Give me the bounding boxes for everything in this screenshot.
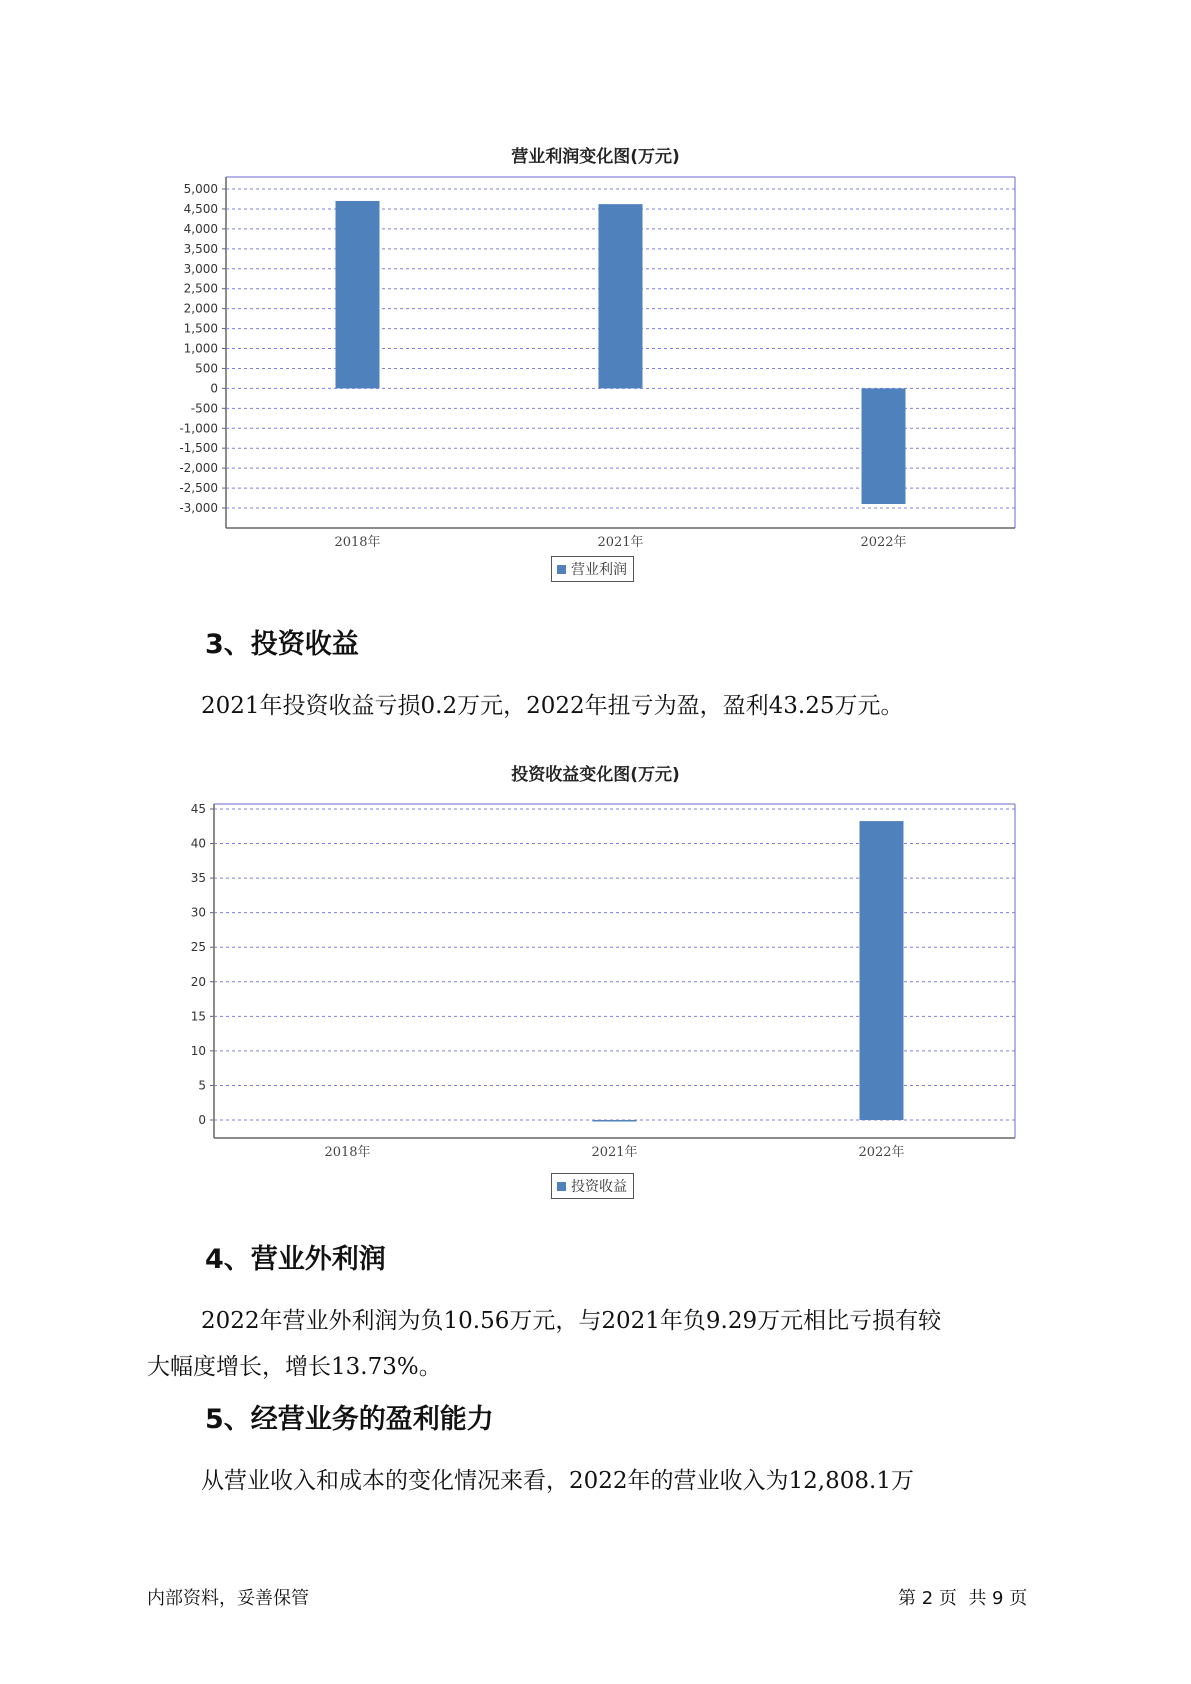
- y-tick-label: 4,500: [183, 201, 218, 216]
- y-tick-label: 3,500: [183, 241, 218, 256]
- paragraph-non-operating-line1: 2022年营业外利润为负10.56万元，与2021年负9.29万元相比亏损有较: [201, 1308, 942, 1334]
- y-tick-label: 20: [190, 974, 206, 989]
- section-heading-profitability: 5、经营业务的盈利能力: [205, 1404, 494, 1435]
- legend-swatch: [557, 565, 566, 574]
- y-tick-label: 10: [190, 1043, 206, 1058]
- y-tick-label: -500: [190, 401, 218, 416]
- y-tick-label: 25: [190, 940, 206, 955]
- y-tick-label: -3,000: [179, 501, 218, 515]
- x-tick-label: 2022年: [858, 1145, 905, 1160]
- legend-label: 营业利润: [571, 562, 627, 578]
- y-tick-label: 5: [198, 1078, 206, 1093]
- legend-operating-profit: [551, 556, 634, 582]
- legend-investment-income: [551, 1173, 634, 1199]
- x-tick-label: 2022年: [860, 535, 907, 550]
- chart-title-investment-income: 投资收益变化图(万元): [511, 765, 680, 785]
- y-tick-label: 0: [210, 381, 218, 396]
- legend-label: 投资收益: [571, 1179, 627, 1195]
- y-tick-label: 2,000: [183, 301, 218, 316]
- section-heading-non-operating-profit: 4、营业外利润: [205, 1244, 386, 1275]
- y-tick-label: 3,000: [183, 261, 218, 276]
- x-tick-label: 2018年: [324, 1145, 371, 1160]
- y-tick-label: 30: [190, 905, 206, 920]
- footer-page-number: 第 2 页 共 9 页: [898, 1588, 1028, 1609]
- bar: [336, 201, 380, 388]
- y-tick-label: 5,000: [183, 182, 218, 196]
- y-tick-label: 2,500: [183, 281, 218, 296]
- y-tick-label: 1,000: [183, 341, 218, 356]
- y-tick-label: 15: [190, 1009, 206, 1024]
- investment-income-chart: [0, 790, 1191, 1170]
- chart-title-operating-profit: 营业利润变化图(万元): [511, 147, 680, 167]
- y-tick-label: 4,000: [183, 221, 218, 236]
- operating-profit-chart: [0, 170, 1191, 560]
- footer-confidential: 内部资料，妥善保管: [147, 1588, 309, 1609]
- y-tick-label: 40: [190, 836, 206, 851]
- y-tick-label: 500: [195, 361, 218, 376]
- y-tick-label: -1,500: [179, 441, 218, 456]
- paragraph-investment-income: 2021年投资收益亏损0.2万元，2022年扭亏为盈，盈利43.25万元。: [201, 693, 904, 719]
- y-tick-label: 35: [190, 871, 206, 886]
- y-tick-label: 0: [198, 1113, 206, 1127]
- y-tick-label: -2,000: [179, 461, 218, 476]
- legend-swatch: [557, 1182, 566, 1191]
- bar: [860, 821, 904, 1120]
- x-tick-label: 2018年: [334, 535, 381, 550]
- bar: [599, 204, 643, 388]
- x-tick-label: 2021年: [597, 535, 644, 550]
- paragraph-profitability: 从营业收入和成本的变化情况来看，2022年的营业收入为12,808.1万: [201, 1468, 914, 1494]
- x-tick-label: 2021年: [591, 1145, 638, 1160]
- y-tick-label: -2,500: [179, 481, 218, 496]
- paragraph-non-operating-line2: 大幅度增长，增长13.73%。: [147, 1354, 442, 1380]
- section-heading-investment-income: 3、投资收益: [205, 629, 359, 660]
- bar: [593, 1120, 637, 1122]
- y-tick-label: -1,000: [179, 421, 218, 436]
- y-tick-label: 45: [190, 802, 206, 816]
- y-tick-label: 1,500: [183, 321, 218, 336]
- bar: [862, 388, 906, 504]
